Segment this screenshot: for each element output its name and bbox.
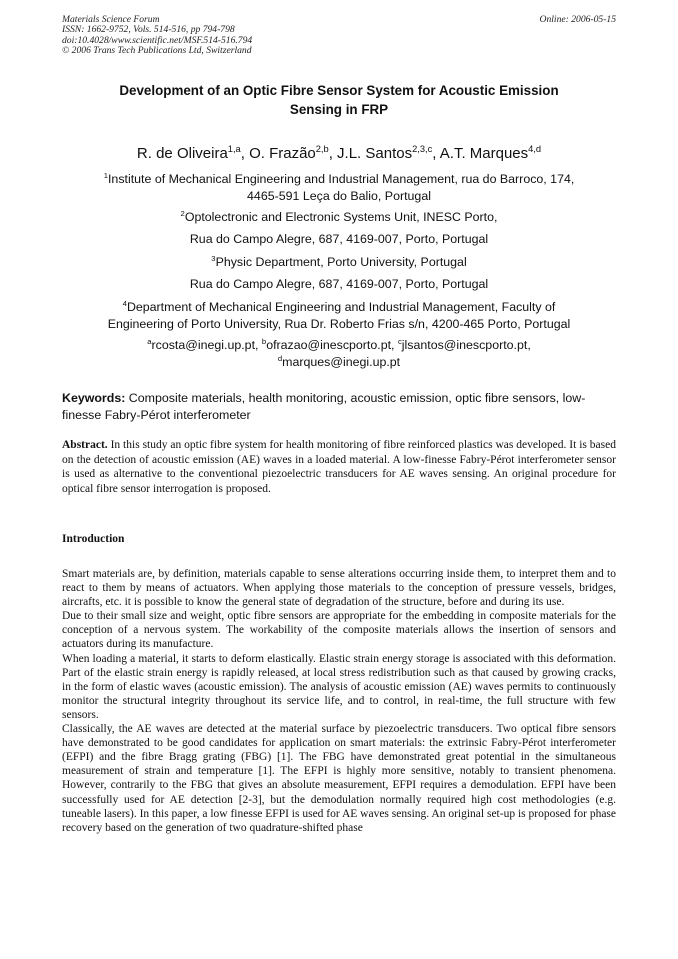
body-paragraph: Smart materials are, by definition, materials capable to sense alterations occurring inside them, to interpret them and to react to them by means of actuators. When applying those materials to the conception of pressure vessels, bridges, aircrafts, etc. it is possible to know the general state of degradation of the structure, before and during its use. — [62, 568, 616, 609]
email-sup: a — [147, 336, 152, 346]
author-name: A.T. Marques — [439, 145, 529, 162]
affiliation-4 — [60, 299, 618, 332]
affiliation-sup: 4 — [122, 298, 127, 308]
title-line-1: Development of an Optic Fibre Sensor System for Acoustic Emission — [119, 83, 559, 98]
affiliation-line: Rua do Campo Alegre, 687, 4169-007, Porto, Portugal — [189, 276, 489, 291]
author-sup: 4,d — [528, 144, 542, 154]
author-separator: , — [240, 145, 250, 162]
author-separator: , — [328, 145, 338, 162]
affiliation-line: 4465-591 Leça do Balio, Portugal — [247, 188, 431, 203]
author-name: R. de Oliveira — [136, 145, 228, 162]
abstract — [62, 438, 616, 496]
affiliation-line: Rua do Campo Alegre, 687, 4169-007, Porto, Portugal — [189, 231, 489, 246]
introduction-body — [62, 567, 616, 835]
affiliation-1 — [60, 171, 618, 204]
affiliation-line: Department of Mechanical Engineering and Industrial Management, Faculty of — [126, 300, 556, 314]
email-address: ofrazao@inescporto.pt, — [266, 338, 398, 352]
keywords-label: Keywords: — [62, 391, 126, 405]
author-name: O. Frazão — [249, 145, 316, 162]
issn-line: ISSN: 1662-9752, Vols. 514-516, pp 794-798 — [62, 24, 235, 36]
affiliation-line: Physic Department, Porto University, Portugal — [215, 255, 467, 269]
online-date: Online: 2006-05-15 — [539, 14, 616, 25]
author-list — [40, 145, 638, 163]
body-paragraph: Classically, the AE waves are detected at the material surface by piezoelectric transducers. Two optical fibre sensors have demonstrated to be good candidates for application on smart materials: the extrinsic Fabry-Pérot interferometer (EFPI) and the fibre Bragg grating (FBG) [1]. The FBG have demonstrated great potential in the simultaneous measurement of strain and temperature [1]. The EFPI is highly more sensitive, notably to transient phenomena. However, contrarily to the FBG that gives an absolute measurement, EFPI requires a demodulation. EFPI have been successfully used for AE detection [2-3], but the demodulation normally required high cost methodologies (e.g. tuneable lasers). In this paper, a low finesse EFPI is used for AE waves sensing. An original set-up is proposed for phase recovery based on the generation of two quadrature-shifted phase — [62, 723, 616, 834]
affiliation-sup: 2 — [180, 208, 185, 218]
section-heading-introduction: Introduction — [62, 533, 125, 545]
keywords-text: Composite materials, health monitoring, acoustic emission, optic fibre sensors, low-finesse Fabry-Pérot interferometer — [62, 391, 586, 422]
body-paragraph: When loading a material, it starts to deform elastically. Elastic strain energy storage is associated with this deformation. Part of the elastic strain energy is rapidly released, at local stress redistribution such as that caused by growing cracks, in the form of elastic waves (acoustic emission). The analysis of acoustic emission (AE) waves permits to continuously monitor the structural integrity throughout its service life, and to control, in real-time, the full structure with few sensors. — [62, 652, 616, 721]
affiliation-2 — [60, 209, 618, 247]
email-list — [60, 337, 618, 371]
affiliation-sup: 1 — [103, 170, 108, 180]
affiliation-line: Optolectronic and Electronic Systems Unit, INESC Porto, — [184, 210, 498, 224]
abstract-label: Abstract. — [62, 439, 108, 451]
copyright-line: © 2006 Trans Tech Publications Ltd, Switzerland — [62, 45, 252, 57]
author-name: J.L. Santos — [337, 145, 413, 162]
paper-title — [66, 81, 612, 119]
doi-line: doi:10.4028/www.scientific.net/MSF.514-516.794 — [62, 34, 253, 46]
email-sup: d — [277, 353, 283, 363]
keywords — [62, 390, 616, 423]
affiliation-3 — [60, 254, 618, 292]
title-line-2: Sensing in FRP — [289, 102, 389, 117]
author-separator: , — [432, 145, 440, 162]
author-sup: 1,a — [227, 144, 241, 154]
email-address: rcosta@inegi.up.pt, — [151, 338, 262, 352]
abstract-text: In this study an optic fibre system for health monitoring of fibre reinforced plastics was developed. It is based on the detection of acoustic emission (AE) waves in a loaded material. A low-finesse Fabry-Pérot interferometer sensor is used as alternative to the conventional piezoelectric transducers for AE waves sensing. An original procedure for optical fibre sensor interrogation is proposed. — [62, 439, 616, 495]
affiliation-sup: 3 — [211, 253, 216, 263]
email-address: jlsantos@inescporto.pt, — [401, 338, 531, 352]
author-sup: 2,b — [315, 144, 329, 154]
journal-header — [62, 15, 616, 57]
author-sup: 2,3,c — [412, 144, 433, 154]
email-sup: c — [397, 336, 402, 346]
email-sup: b — [261, 336, 267, 346]
affiliation-line: Engineering of Porto University, Rua Dr. Roberto Frias s/n, 4200-465 Porto, Portugal — [107, 316, 571, 331]
affiliation-line: Institute of Mechanical Engineering and Industrial Management, rua do Barroco, 174, — [107, 172, 575, 186]
body-paragraph: Due to their small size and weight, optic fibre sensors are appropriate for the embedding in composite materials for the conception of a nervous system. The workability of the composite materials allows the insertion of sensors and actuators during its manufacture. — [62, 610, 616, 651]
email-address: marques@inegi.up.pt — [282, 355, 401, 369]
journal-name: Materials Science Forum — [62, 14, 160, 25]
